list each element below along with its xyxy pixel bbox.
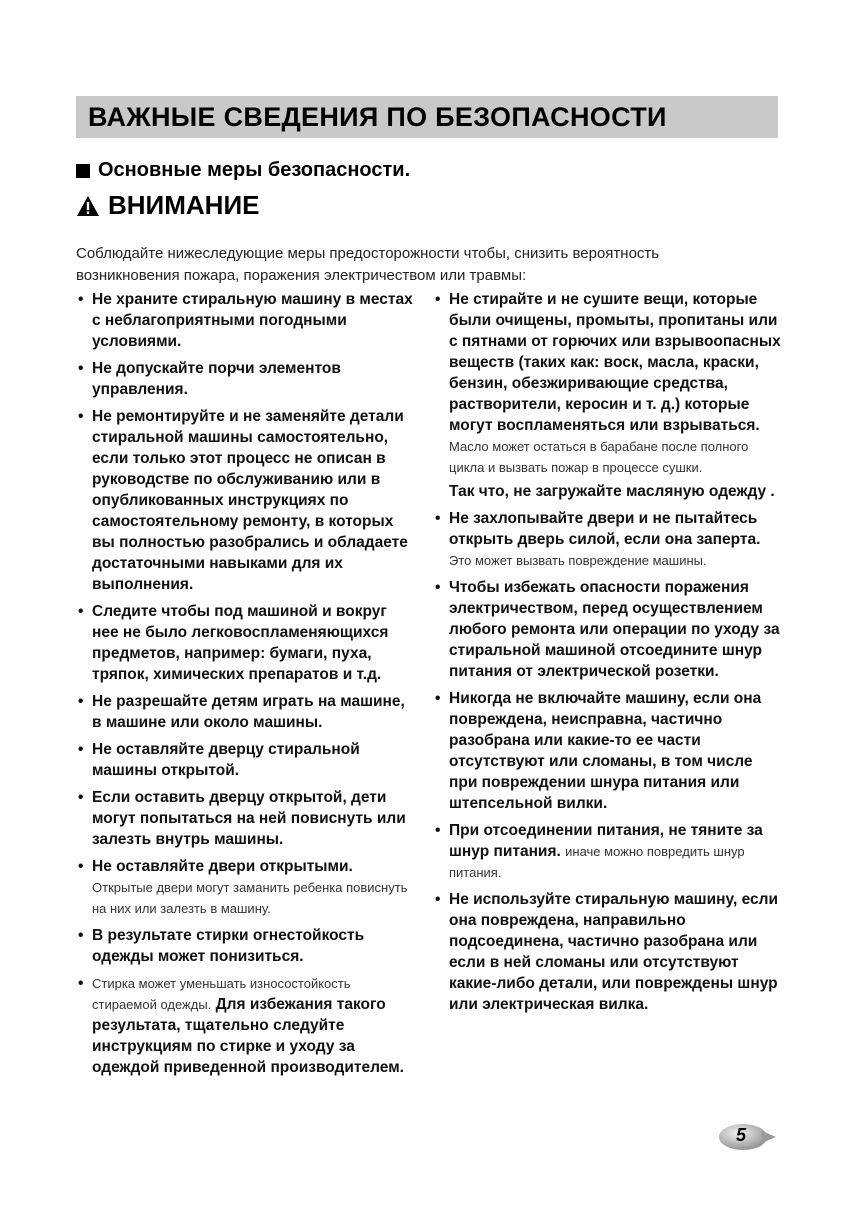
intro-text: Соблюдайте нижеследующие меры предосторожности чтобы, снизить вероятность возникновения пожара, поражения электричеством или травмы: bbox=[76, 245, 660, 284]
list-item: • При отсоединении питания, не тяните за шнур питания. иначе можно повредить шнур питания. bbox=[433, 820, 783, 883]
page-title: ВАЖНЫЕ СВЕДЕНИЯ ПО БЕЗОПАСНОСТИ bbox=[88, 101, 667, 132]
list-item: • Не разрешайте детям играть на машине, в машине или около машины. bbox=[76, 691, 416, 733]
item-note: иначе можно повредить шнур питания. bbox=[449, 844, 745, 880]
page-number-badge bbox=[716, 1122, 776, 1152]
list-item: • Не захлопывайте двери и не пытайтесь открыть дверь силой, если она заперта. Это может вызвать повреждение машины. bbox=[433, 508, 783, 571]
warning-heading bbox=[76, 190, 259, 221]
list-item: • Не стирайте и не сушите вещи, которые были очищены, промыты, пропитаны или с пятнами от горючих или взрывоопасных веществ (таких как: воск, масла, краски, бензин, обезжиривающие средства, растворители, керосин и т. д.) которые могут воспламеняться или взрываться. Масло может остаться в барабане после полного цикла и вызвать пожар в процессе сушки. Так что, не загружайте масляную одежду . bbox=[433, 289, 783, 502]
list-item: • Не допускайте порчи элементов управления. bbox=[76, 358, 416, 400]
list-item: • В результате стирки огнестойкость одежды может понизиться. bbox=[76, 925, 416, 967]
item-followup: Так что, не загружайте масляную одежду . bbox=[449, 483, 775, 500]
warning-triangle-icon bbox=[76, 195, 100, 217]
right-column bbox=[433, 289, 783, 1021]
section-heading-text: Основные меры безопасности. bbox=[98, 159, 411, 181]
list-item: • Не оставляйте дверцу стиральной машины открытой. bbox=[76, 739, 416, 781]
list-item: • Если оставить дверцу открытой, дети могут попытаться на ней повиснуть или залезть внутрь машины. bbox=[76, 787, 416, 850]
item-note: Стирка может уменьшать износостойкость стираемой одежды. bbox=[92, 976, 351, 1012]
item-note: Масло может остаться в барабане после полного цикла и вызвать пожар в процессе сушки. bbox=[449, 439, 749, 475]
square-bullet-icon bbox=[76, 164, 90, 178]
list-item: • Никогда не включайте машину, если она повреждена, неисправна, частично разобрана или какие-то ее части отсутствуют или сломаны, в том числе при повреждении шнура питания или штепсельной вилки. bbox=[433, 688, 783, 814]
item-note: Это может вызвать повреждение машины. bbox=[449, 553, 707, 568]
list-item: • Чтобы избежать опасности поражения электричеством, перед осуществлением любого ремонта или операции по уходу за стиральной машиной отсоедините шнур питания от электрической розетки. bbox=[433, 577, 783, 682]
page-number: 5 bbox=[736, 1125, 747, 1145]
title-bar bbox=[76, 96, 778, 138]
warning-heading-text: ВНИМАНИЕ bbox=[108, 190, 260, 220]
list-item: • Не оставляйте двери открытыми. Открытые двери могут заманить ребенка повиснуть на них или залезть в машину. bbox=[76, 856, 416, 919]
section-heading bbox=[76, 159, 410, 182]
list-item: • Следите чтобы под машиной и вокруг нее не было легковоспламеняющихся предметов, например: бумаги, пуха, тряпок, химических препаратов и т.д. bbox=[76, 601, 416, 685]
list-item: • Стирка может уменьшать износостойкость стираемой одежды. Для избежания такого результата, тщательно следуйте инструкциям по стирке и уходу за одеждой приведенной производителем. bbox=[76, 973, 416, 1078]
list-item: • Не ремонтируйте и не заменяйте детали стиральной машины самостоятельно, если только этот процесс не описан в руководстве по обслуживанию или в опубликованных инструкциях по самостоятельному ремонту, в которых вы полностью разобрались и обладаете достаточными навыками для их выполнения. bbox=[76, 406, 416, 595]
list-item: • Не храните стиральную машину в местах с неблагоприятными погодными условиями. bbox=[76, 289, 416, 352]
item-note: Открытые двери могут заманить ребенка повиснуть на них или залезть в машину. bbox=[92, 880, 408, 916]
left-column bbox=[76, 289, 416, 1084]
list-item: • Не используйте стиральную машину, если она повреждена, направильно подсоединена, частично разобрана или если в ней сломаны или отсутствуют какие-либо детали, или повреждены шнур или электрическая вилка. bbox=[433, 889, 783, 1015]
